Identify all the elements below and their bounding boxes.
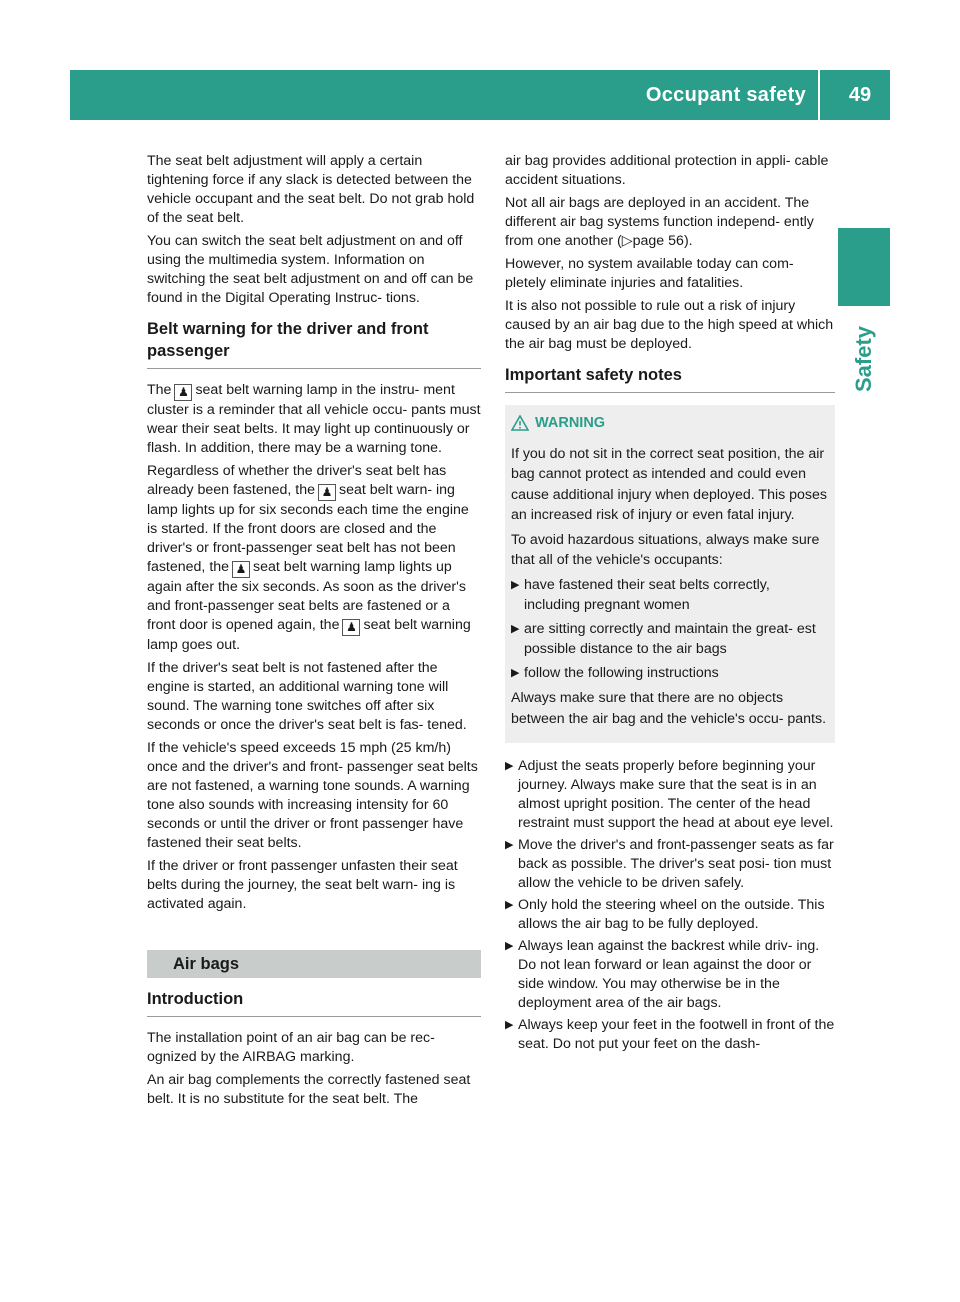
page-header (70, 70, 890, 120)
seat-belt-warning-lamp-icon: ♟ (174, 384, 192, 401)
paragraph: To avoid hazardous situations, always make sure that all of the vehicle's occupants: (511, 531, 820, 568)
list-item: ▶ Adjust the seats properly before beginning your journey. Always make sure that the seat is in an almost upright position. The center of the head restraint must support the head at about eye level. (505, 758, 834, 831)
paragraph: An air bag complements the correctly fastened seat belt. It is no substitute for the seat belt. The (147, 1072, 471, 1107)
paragraph: It is also not possible to rule out a risk of injury caused by an air bag due to the high speed at which the air bag must be deployed. (505, 298, 834, 352)
heading-belt-warning: Belt warning for the driver and front passenger (147, 318, 481, 369)
paragraph: Always make sure that there are no objects between the air bag and the vehicle's occu- pants. (511, 690, 827, 727)
heading-introduction: Introduction (147, 988, 481, 1017)
bullet-icon: ▶ (511, 622, 520, 635)
seat-belt-warning-lamp-icon: ♟ (318, 484, 336, 501)
paragraph: The seat belt adjustment will apply a certain tightening force if any slack is detected between the vehicle occupant and the seat belt. Do not grab hold of the seat belt. (147, 153, 475, 226)
bullet-icon: ▶ (505, 760, 514, 772)
paragraph: If the driver or front passenger unfasten their seat belts during the journey, the seat belt warn- ing is activated again. (147, 858, 458, 912)
bullet-icon: ▶ (505, 839, 514, 851)
page-reference-arrow-icon: ▷ (621, 233, 633, 249)
list-item: ▶ have fastened their seat belts correctly, including pregnant women (511, 576, 770, 613)
page-reference-link[interactable]: page 56 (632, 233, 684, 249)
warning-box (505, 405, 835, 743)
list-item: ▶ Move the driver's and front-passenger seats as far back as possible. The driver's seat posi- tion must allow the vehicle to be driven safely. (505, 837, 834, 891)
paragraph: The ♟ seat belt warning lamp in the instru- ment cluster is a reminder that all vehicle occu- pants must wear their seat belts. It may light up continuously or flash. In addition, there may be a warning tone. (147, 382, 481, 456)
list-item: ▶ follow the following instructions (511, 663, 829, 684)
section-air-bags: Air bags (147, 950, 481, 978)
bullet-icon: ▶ (511, 578, 520, 591)
heading-important-safety-notes: Important safety notes (505, 364, 835, 393)
warning-triangle-icon (511, 415, 529, 431)
list-item: ▶ Always keep your feet in the footwell in front of the seat. Do not put your feet on the dash- (505, 1017, 835, 1052)
side-tab-label: Safety (851, 325, 876, 393)
bullet-icon: ▶ (505, 1019, 514, 1031)
paragraph: However, no system available today can com- pletely eliminate injuries and fatalities. (505, 256, 794, 291)
paragraph: If the vehicle's speed exceeds 15 mph (25 km/h) once and the driver's and front- passenger seat belts are not fastened, a warning tone sounds. A warning tone also sounds with increasing intensity for 60 seconds or until the driver or front passenger have fastened their seat belts. (147, 740, 478, 851)
list-item: ▶ Only hold the steering wheel on the outside. This allows the air bag to be fully deployed. (505, 897, 825, 932)
bullet-icon: ▶ (505, 940, 514, 952)
warning-list (511, 575, 829, 684)
seat-belt-warning-lamp-icon: ♟ (232, 561, 250, 578)
list-item: ▶ are sitting correctly and maintain the great- est possible distance to the air bags (511, 620, 816, 657)
left-column (147, 152, 481, 1113)
page-number: 49 (848, 84, 872, 106)
paragraph: Regardless of whether the driver's seat belt has already been fastened, the ♟ seat belt warn- ing lamp lights up for six seconds each time the engine is started. If the front doors are closed and the driver's or front-passenger seat belt has not been fastened, the ♟ seat belt warning lamp lights up again after the six seconds. As soon as the driver's and front-passenger seat belts are fastened or a front door is opened again, the ♟ seat belt warning lamp goes out. (147, 463, 471, 653)
paragraph: You can switch the seat belt adjustment on and off using the multimedia system. Information on switching the seat belt adjustment on and off can be found in the Digital Operating Instruc- tions. (147, 233, 474, 306)
list-item: ▶ Always lean against the backrest while driv- ing. Do not lean forward or lean against the door or side window. You may otherwise be in the deployment area of the air bags. (505, 938, 820, 1011)
right-column (505, 152, 835, 1059)
paragraph: If you do not sit in the correct seat position, the air bag cannot protect as intended and could even cause additional injury when deployed. This poses an increased risk of injury or even fatal injury. (511, 445, 828, 523)
bullet-icon: ▶ (505, 899, 514, 911)
header-title: Occupant safety (646, 70, 820, 120)
seat-belt-warning-lamp-icon: ♟ (342, 619, 360, 636)
bullet-icon: ▶ (511, 666, 520, 679)
safety-list (505, 757, 835, 1054)
side-tab-block (838, 228, 890, 306)
paragraph: If the driver's seat belt is not fastened after the engine is started, an additional warning tone will sound. The warning tone switches off after six seconds or once the driver's seat belt is fas- tened. (147, 660, 467, 733)
paragraph: The installation point of an air bag can be rec- ognized by the AIRBAG marking. (147, 1030, 435, 1065)
warning-label: WARNING (535, 415, 606, 431)
warning-header (511, 413, 829, 434)
paragraph: Not all air bags are deployed in an accident. The different air bag systems function independ- ently from one another (▷page 56). (505, 195, 814, 249)
paragraph: air bag provides additional protection in appli- cable accident situations. (505, 153, 829, 188)
